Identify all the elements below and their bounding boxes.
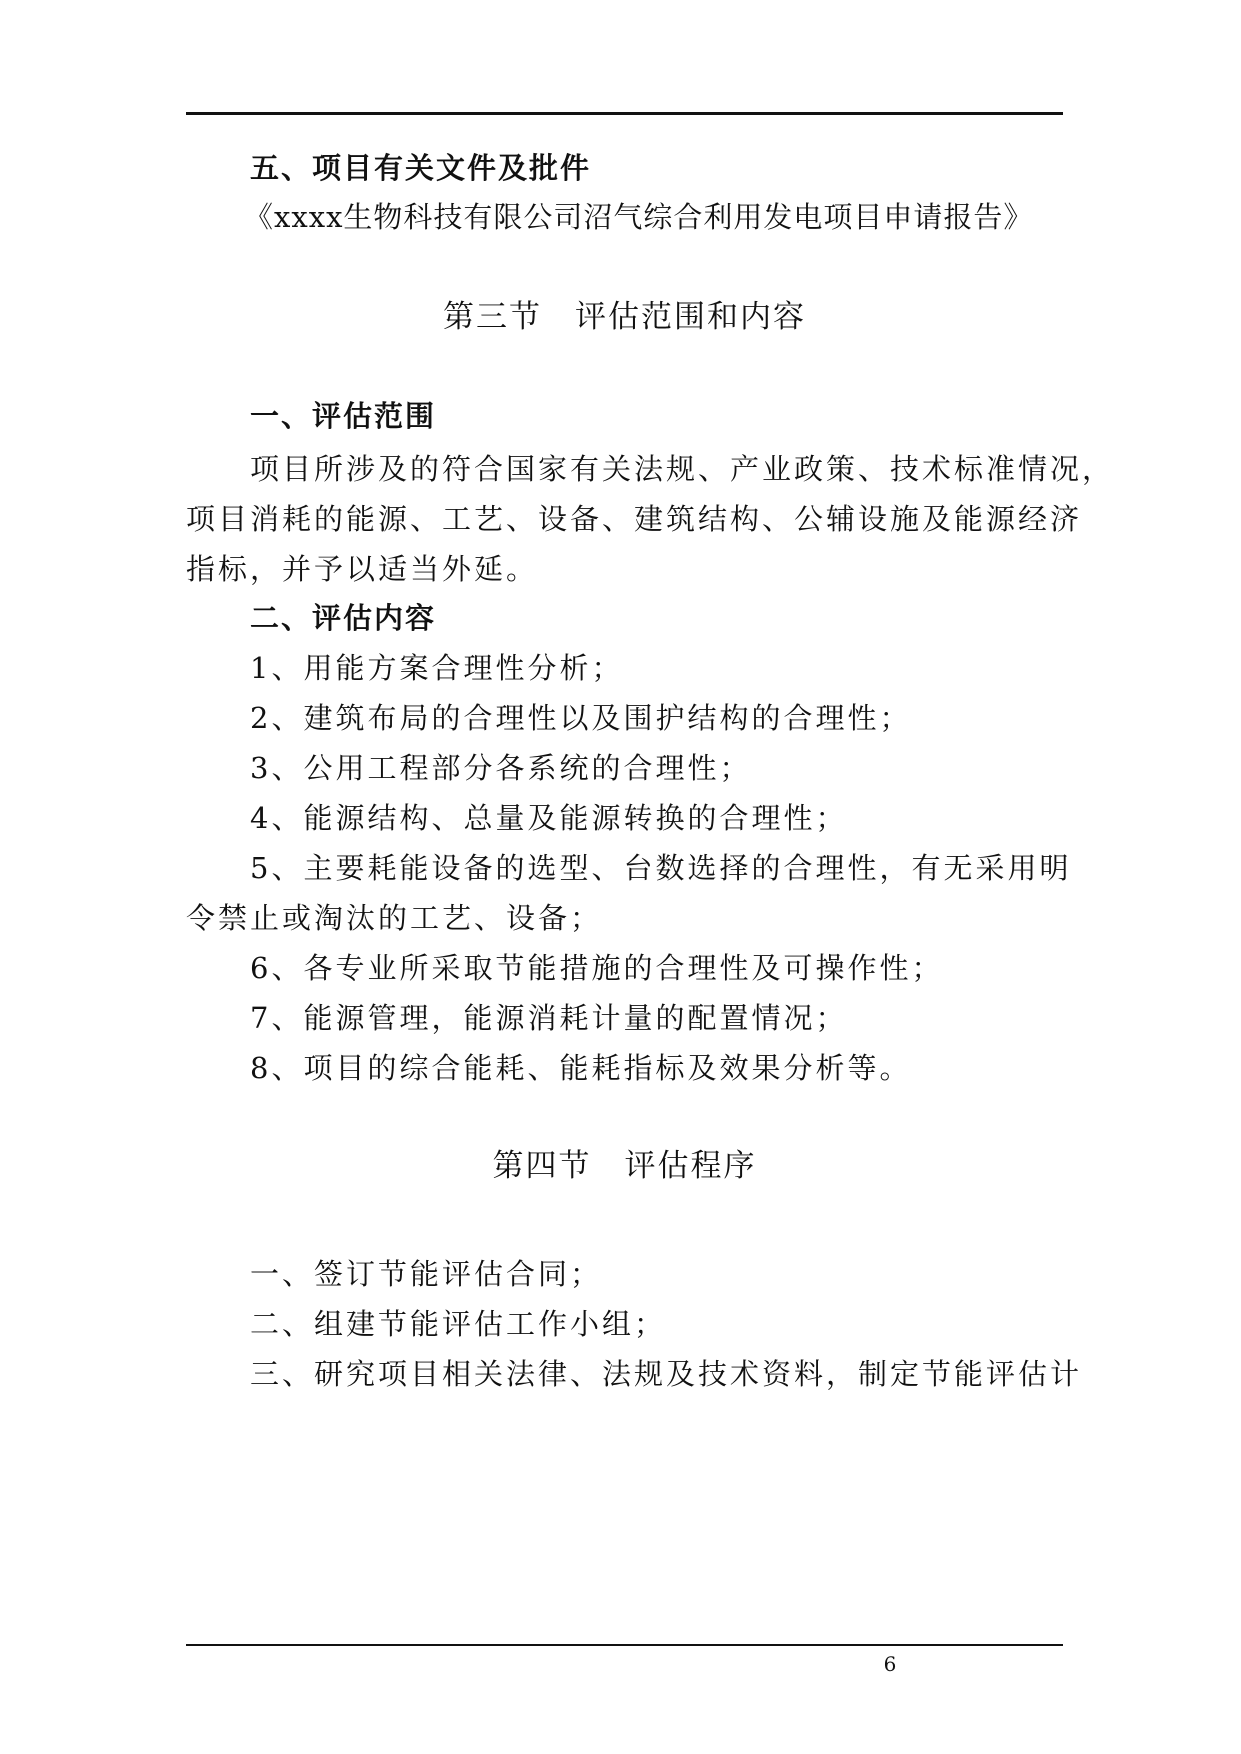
section-5-heading: 五、项目有关文件及批件: [250, 151, 592, 185]
scope-paragraph-line-1: 项目所涉及的符合国家有关法规、产业政策、技术标准情况，: [250, 452, 1115, 486]
section-3-title: 第三节 评估范围和内容: [443, 299, 806, 335]
content-item-5-line-1: 5、主要耗能设备的选型、台数选择的合理性，有无采用明: [250, 851, 1072, 885]
content-item-8: 8、项目的综合能耗、能耗指标及效果分析等。: [250, 1051, 912, 1085]
procedure-item-3: 三、研究项目相关法律、法规及技术资料，制定节能评估计: [250, 1357, 1083, 1391]
content-item-5-line-2: 令禁止或淘汰的工艺、设备；: [186, 901, 603, 935]
header-rule: [186, 112, 1063, 115]
scope-paragraph-line-2: 项目消耗的能源、工艺、设备、建筑结构、公辅设施及能源经济: [186, 502, 1083, 536]
procedure-item-2: 二、组建节能评估工作小组；: [250, 1307, 667, 1341]
content-item-3: 3、公用工程部分各系统的合理性；: [250, 751, 752, 785]
page-number: 6: [883, 1652, 897, 1676]
content-item-2: 2、建筑布局的合理性以及围护结构的合理性；: [250, 701, 912, 735]
scope-paragraph-line-3: 指标，并予以适当外延。: [186, 552, 539, 586]
content-heading: 二、评估内容: [250, 601, 437, 635]
content-item-7: 7、能源管理，能源消耗计量的配置情况；: [250, 1001, 848, 1035]
section-5-document-title: 《xxxx生物科技有限公司沼气综合利用发电项目申请报告》: [244, 200, 1034, 234]
procedure-item-1: 一、签订节能评估合同；: [250, 1257, 603, 1291]
section-4-title: 第四节 评估程序: [492, 1148, 757, 1184]
footer-rule: [186, 1644, 1063, 1646]
content-item-6: 6、各专业所采取节能措施的合理性及可操作性；: [250, 951, 944, 985]
content-item-1: 1、用能方案合理性分析；: [250, 651, 624, 685]
scope-heading: 一、评估范围: [250, 399, 437, 433]
content-item-4: 4、能源结构、总量及能源转换的合理性；: [250, 801, 848, 835]
